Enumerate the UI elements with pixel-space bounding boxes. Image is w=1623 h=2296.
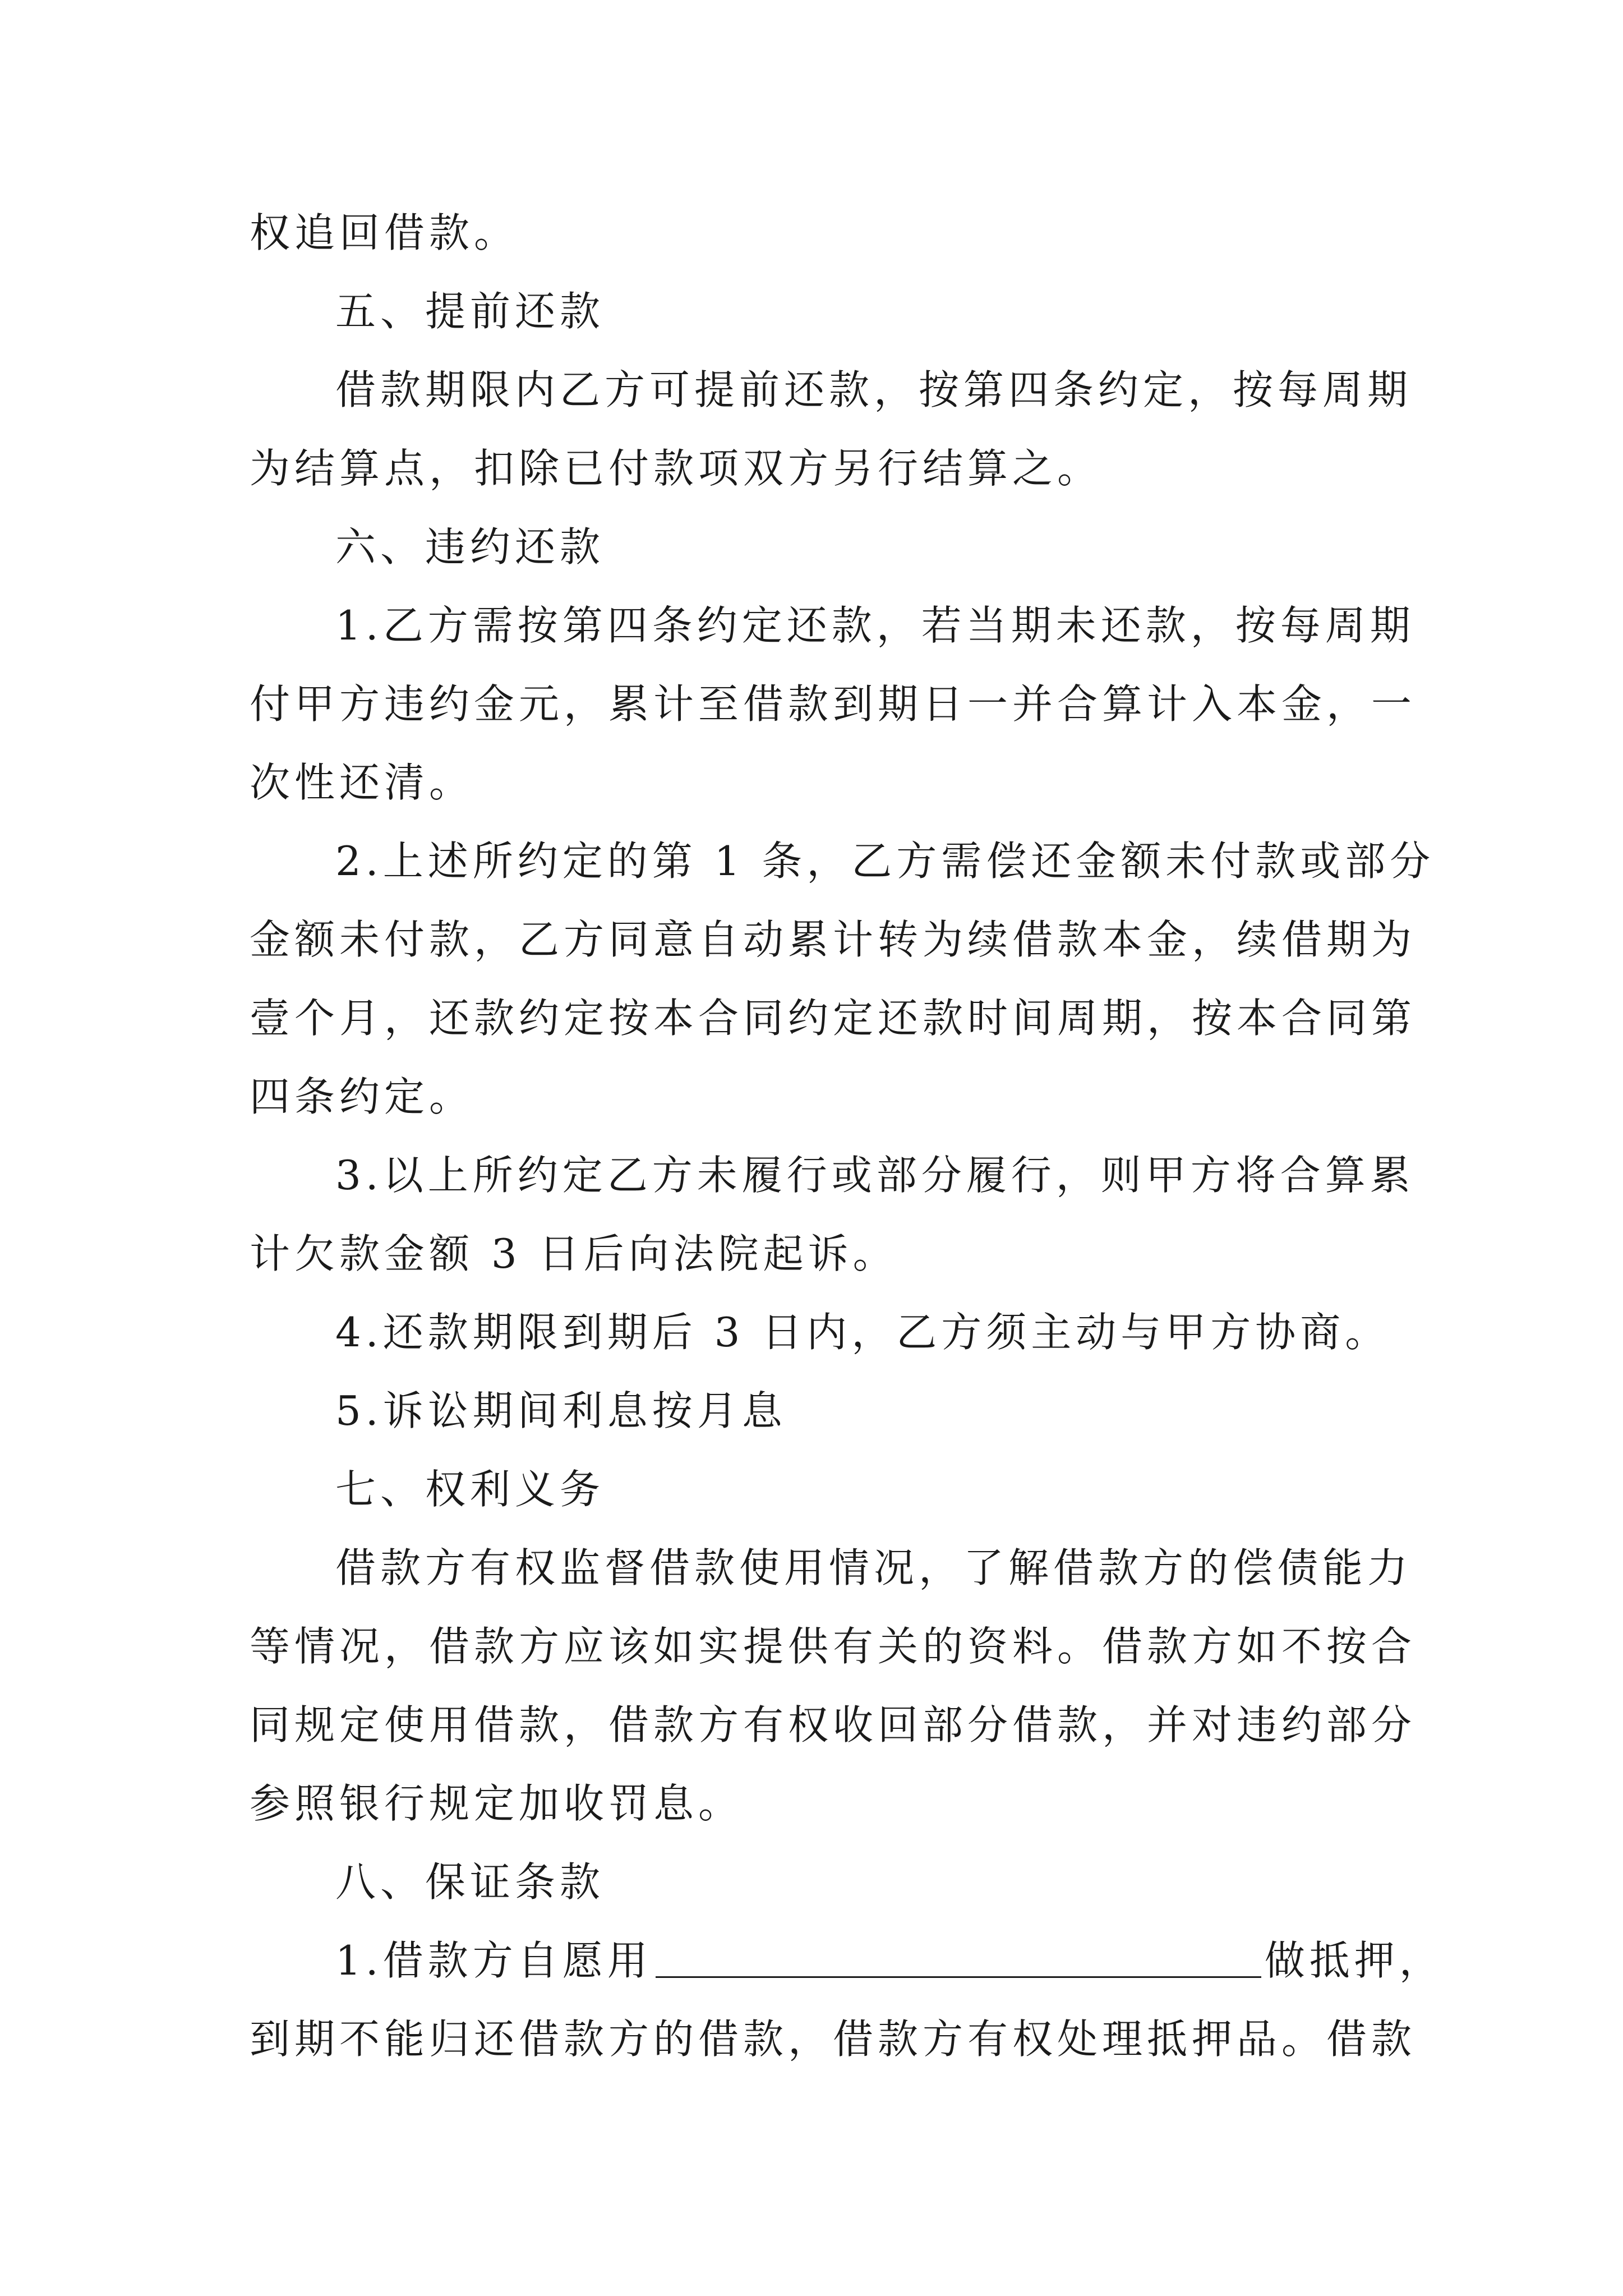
fill-in-blank xyxy=(656,1936,1261,1978)
text-line: 2.上述所约定的第 1 条，乙方需偿还金额未付款或部分 xyxy=(335,838,1435,885)
text-line: 同规定使用借款，借款方有权收回部分借款，并对违约部分 xyxy=(250,1701,1417,1749)
text-line: 付甲方违约金元，累计至借款到期日一并合算计入本金，一 xyxy=(250,680,1417,728)
text-line xyxy=(335,1935,1444,1986)
text-line: 壹个月，还款约定按本合同约定还款时间周期，按本合同第 xyxy=(250,995,1417,1042)
text-line: 5.诉讼期间利息按月息 xyxy=(335,1387,787,1434)
text-line: 计欠款金额 3 日后向法院起诉。 xyxy=(250,1230,898,1277)
text-line: 4.还款期限到期后 3 日内，乙方须主动与甲方协商。 xyxy=(335,1309,1390,1356)
text-line: 金额未付款，乙方同意自动累计转为续借款本金，续借期为 xyxy=(250,916,1417,963)
text-line: 为结算点，扣除已付款项双方另行结算之。 xyxy=(250,445,1103,492)
text-line: 借款方有权监督借款使用情况，了解借款方的偿债能力 xyxy=(335,1544,1413,1591)
text-line: 权追回借款。 xyxy=(250,209,519,256)
text-line: 3.以上所约定乙方未履行或部分履行，则甲方将合算累 xyxy=(335,1152,1415,1199)
text-line: 四条约定。 xyxy=(250,1073,474,1120)
text-segment: 做抵押， xyxy=(1264,1937,1444,1984)
section-heading: 七、权利义务 xyxy=(335,1466,605,1513)
text-line: 次性还清。 xyxy=(250,759,474,806)
text-line: 到期不能归还借款方的借款，借款方有权处理抵押品。借款 xyxy=(250,2016,1417,2063)
section-heading: 六、违约还款 xyxy=(335,523,605,570)
section-heading: 八、保证条款 xyxy=(335,1858,605,1906)
text-line: 1.乙方需按第四条约定还款，若当期未还款，按每周期 xyxy=(335,602,1415,649)
section-heading: 五、提前还款 xyxy=(335,288,605,335)
text-line: 等情况，借款方应该如实提供有关的资料。借款方如不按合 xyxy=(250,1623,1417,1670)
text-segment: 1.借款方自愿用 xyxy=(335,1937,652,1984)
text-line: 参照银行规定加收罚息。 xyxy=(250,1780,744,1827)
text-line: 借款期限内乙方可提前还款，按第四条约定，按每周期 xyxy=(335,366,1413,413)
